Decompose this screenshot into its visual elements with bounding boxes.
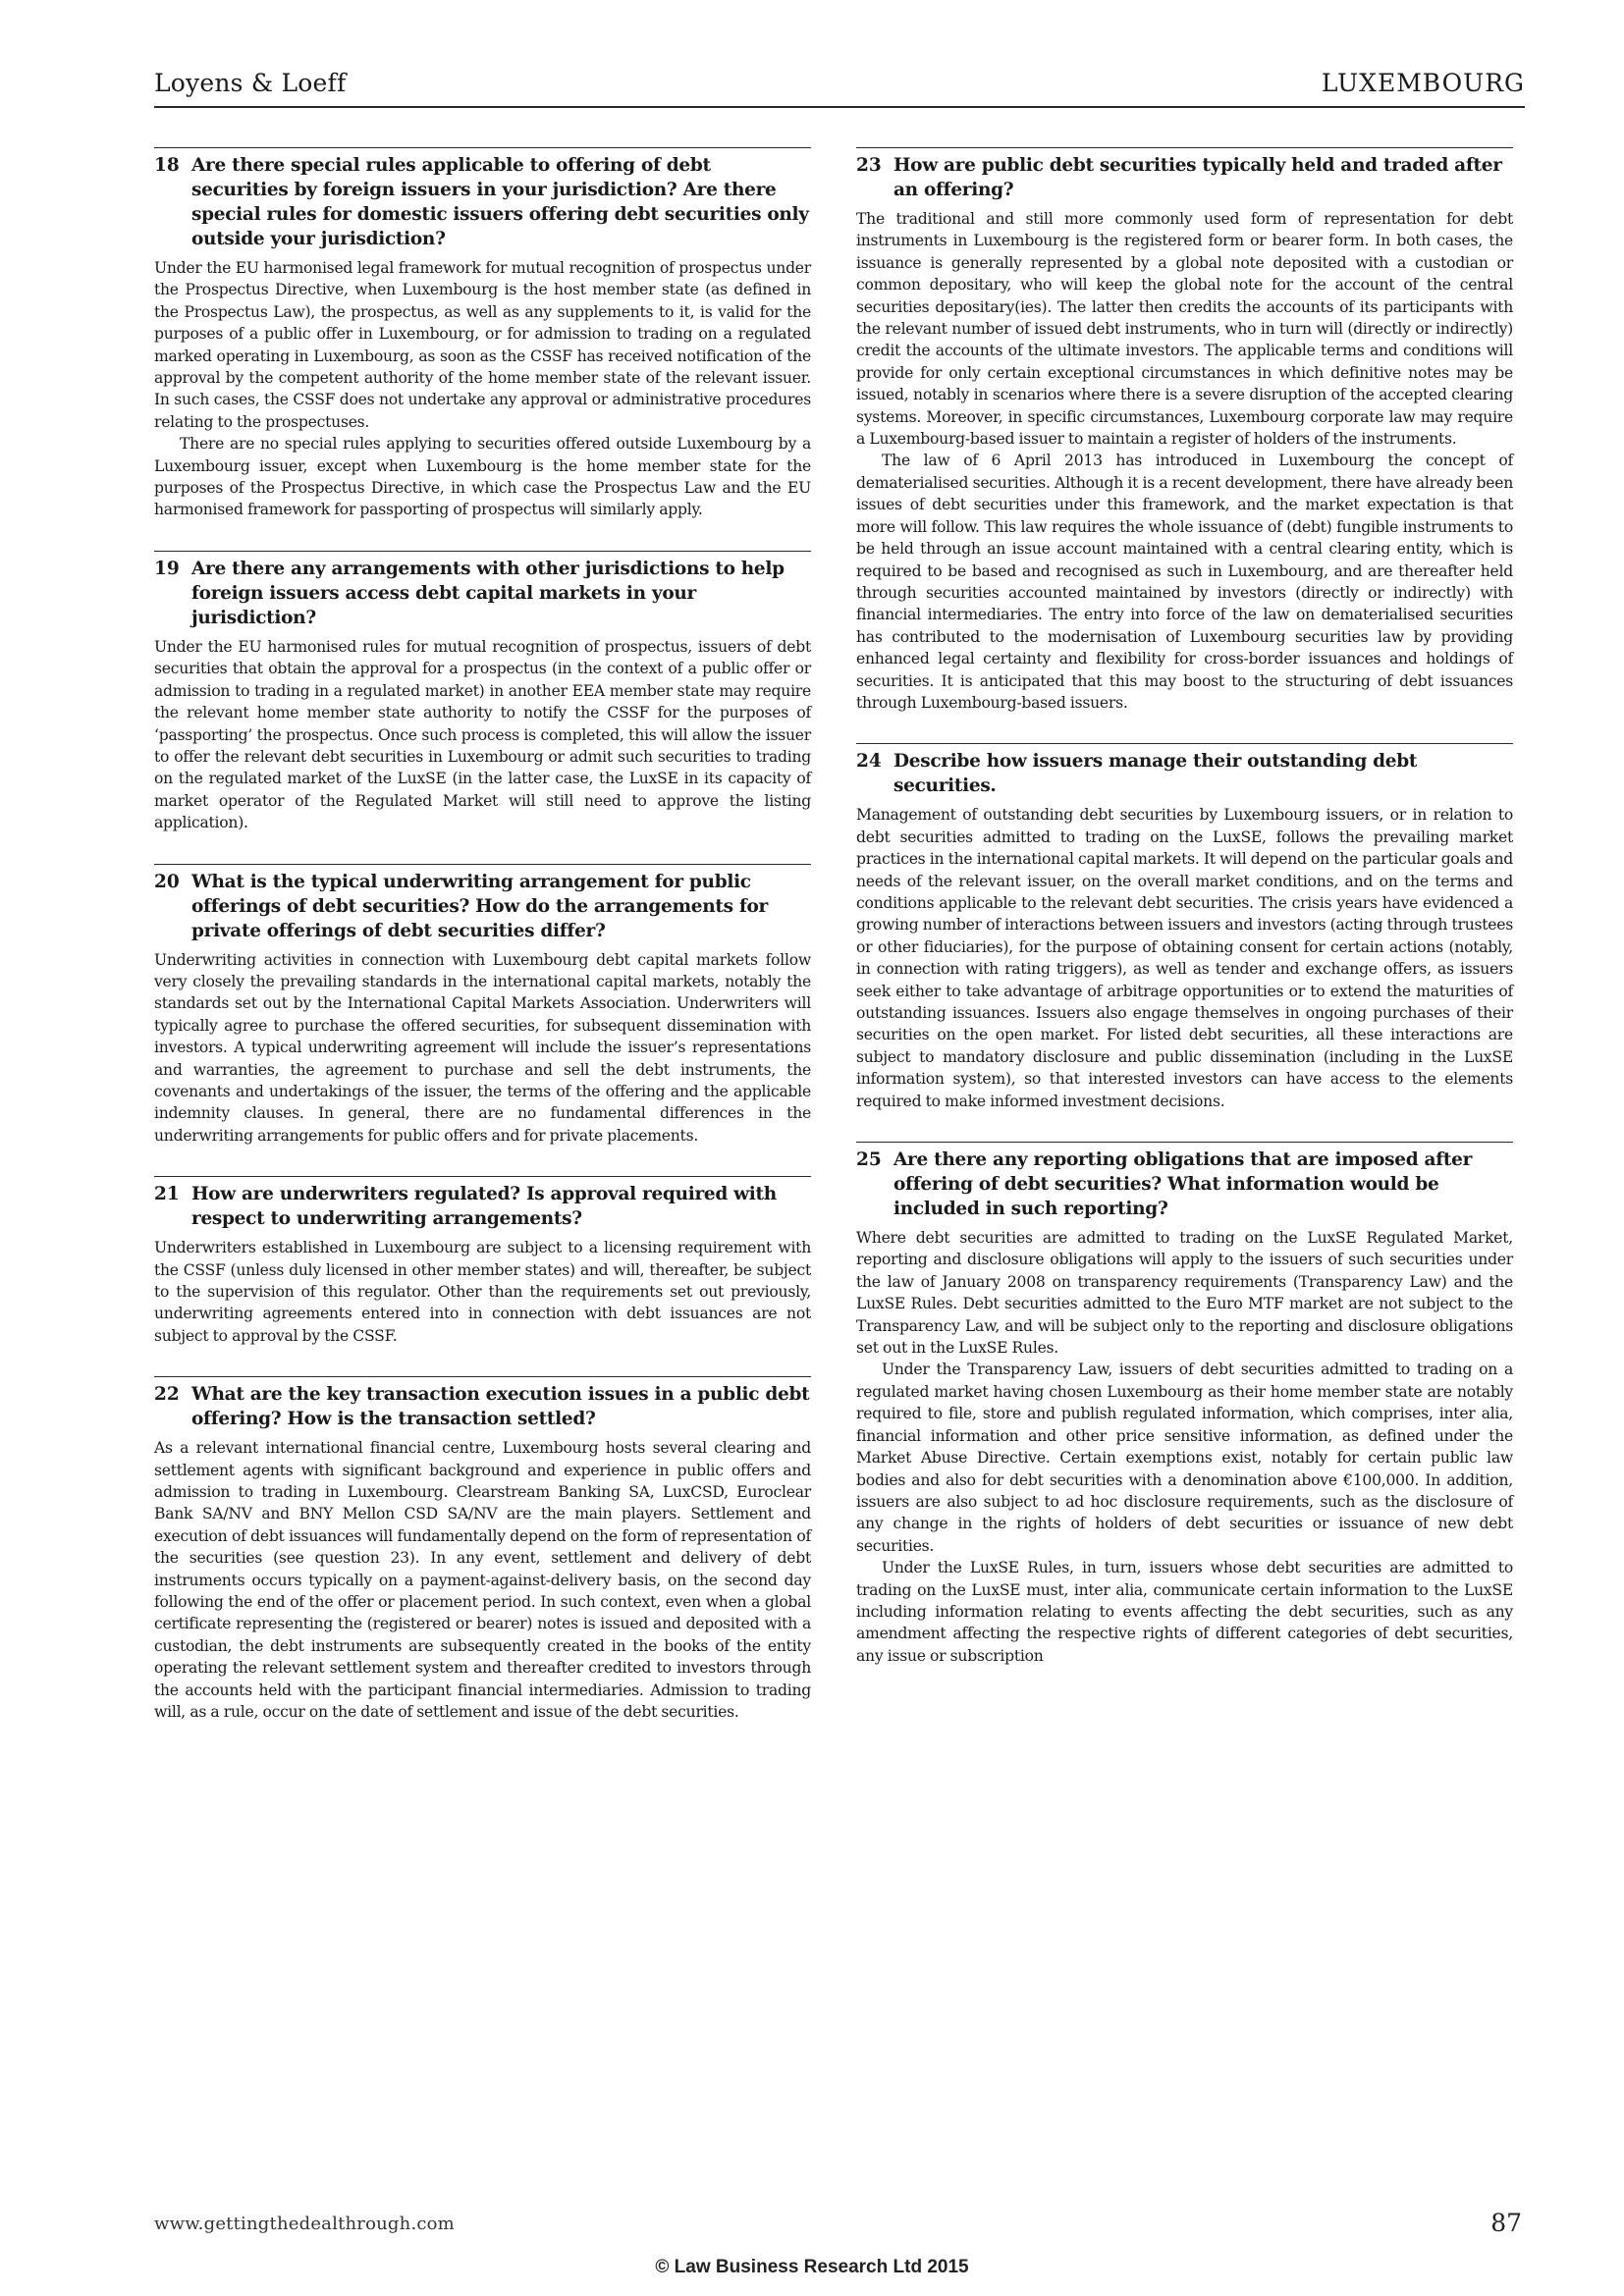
question-text: What are the key transaction execution issues in a public debt offering? How is the transaction settled? [191,1384,810,1430]
question-text: Describe how issuers manage their outstanding debt securities. [893,751,1418,797]
question-text: Are there any reporting obligations that are imposed after offering of debt securities? What information would be included in such reporting? [893,1149,1473,1220]
question-heading [154,551,811,630]
qa-section [154,1176,811,1347]
question-number: 23 [856,155,882,176]
answer-paragraph: The law of 6 April 2013 has introduced in Luxembourg the concept of dematerialised securities. Although it is a recent development, there have already been issues of debt securities under this framework, and the market expectation is that more will follow. This law requires the whole issuance of (debt) fungible instruments to be held through an issue account maintained with a central clearing entity, which is required to be based and recognised as such in Luxembourg, and are thereafter held through securities accounted maintained by investors (directly or indirectly) with financial intermediaries. The entry into force of the law on dematerialised securities has contributed to the modernisation of Luxembourg securities law by providing enhanced legal certainty and flexibility for cross-border issuances and holdings of securities. It is anticipated that this may boost to the structuring of debt issuances through Luxembourg-based issuers. [856,452,1513,712]
question-heading [154,147,811,251]
question-heading [856,1142,1513,1221]
question-heading [856,743,1513,798]
answer-paragraph: Underwriting activities in connection with Luxembourg debt capital markets follow very closely the prevailing standards in the international capital markets, notably the standards set out by the International Capital Markets Association. Underwriters will typically agree to purchase the offered securities, for subsequent dissemination with investors. A typical underwriting agreement will include the issuer’s representations and warranties, the agreement to purchase and sell the debt instruments, the covenants and undertakings of the issuer, the terms of the offering and the applicable indemnity clauses. In general, there are no fundamental differences in the underwriting arrangements for public offers and for private placements. [154,950,811,1145]
answer-paragraph: There are no special rules applying to securities offered outside Luxembourg by a Luxembourg issuer, except when Luxembourg is the home member state for the purposes of the Prospectus Directive, in which case the Prospectus Law and the EU harmonised framework for passporting of prospectus will similarly apply. [154,435,811,519]
answer-paragraph: As a relevant international financial centre, Luxembourg hosts several clearing and settlement agents with significant background and experience in public offers and admission to trading in Luxembourg. Clearstream Banking SA, LuxCSD, Euroclear Bank SA/NV and BNY Mellon CSD SA/NV are the main players. Settlement and execution of debt issuances will fundamentally depend on the form of representation of the securities (see question 23). In any event, settlement and delivery of debt instruments occurs typically on a payment-against-delivery basis, on the second day following the end of the offer or placement period. In such context, even when a global certificate representing the (registered or bearer) notes is issued and deposited with a custodian, the debt instruments are subsequently created in the books of the entity operating the relevant settlement system and thereafter credited to investors through the accounts held with the participant financial intermediaries. Admission to trading will, as a rule, occur on the date of settlement and issue of the debt securities. [154,1439,811,1722]
page-header [154,69,1525,108]
question-number: 18 [154,155,180,176]
question-heading [154,1176,811,1231]
answer-paragraph: Underwriters established in Luxembourg are subject to a licensing requirement with the CSSF (unless duly licensed in other member states) and will, thereafter, be subject to the supervision of this regulator. Other than the requirements set out previously, underwriting agreements entered into in connection with debt issuances are not subject to approval by the CSSF. [154,1239,811,1345]
question-number: 25 [856,1149,882,1171]
answer-paragraph: Where debt securities are admitted to trading on the LuxSE Regulated Market, reporting and disclosure obligations will apply to the issuers of such securities under the law of January 2008 on transparency requirements (Transparency Law) and the LuxSE Rules. Debt securities admitted to the Euro MTF market are not subject to the Transparency Law, and will be subject only to the reporting and disclosure obligations set out in the LuxSE Rules. [856,1229,1513,1358]
question-text: Are there special rules applicable to offering of debt securities by foreign issuers in your jurisdiction? Are there special rules for domestic issuers offering debt securities only outside your jurisdiction? [191,155,809,249]
question-number: 20 [154,871,180,892]
qa-section [154,551,811,834]
answer-paragraph: Under the EU harmonised legal framework for mutual recognition of prospectus under the Prospectus Directive, when Luxembourg is the host member state (as defined in the Prospectus Law), the prospectus, as well as any supplements to it, is valid for the purposes of a public offer in Luxembourg, or for admission to trading on a regulated marked operating in Luxembourg, as soon as the CSSF has received notification of the approval by the competent authority of the home member state of the relevant issuer. In such cases, the CSSF does not undertake any approval or administrative procedures relating to the prospectuses. [154,259,811,431]
question-number: 19 [154,558,180,579]
answer-paragraph: The traditional and still more commonly used form of representation for debt instruments in Luxembourg is the registered form or bearer form. In both cases, the issuance is generally represented by a global note deposited with a custodian or common depositary, who will keep the global note for the account of the central securities depositary(ies). The latter then credits the accounts of its participants with the relevant number of issued debt instruments, who in turn will (directly or indirectly) credit the accounts of the ultimate investors. The applicable terms and conditions will provide for only certain exceptional circumstances in which definitive notes may be issued, notably in scenarios where there is a severe disruption of the accepted clearing systems. Moreover, in specific circumstances, Luxembourg corporate law may require a Luxembourg-based issuer to maintain a register of holders of the instruments. [856,210,1513,449]
question-heading [856,147,1513,202]
footer-website: www.gettingthedealthrough.com [154,2214,455,2234]
qa-section [154,147,811,521]
answer-paragraph: Under the Transparency Law, issuers of debt securities admitted to trading on a regulated market having chosen Luxembourg as their home member state are notably required to file, store and publish regulated information, which comprises, inter alia, financial information and other price sensitive information, as defined under the Market Abuse Directive. Certain exemptions exist, notably for certain public law bodies and also for debt securities with a denomination above €100,000. In addition, issuers are also subject to ad hoc disclosure requirements, such as the disclosure of any change in the rights of holders of debt securities or issuance of new debt securities. [856,1361,1513,1555]
qa-section [154,1376,811,1723]
answer-paragraph: Under the LuxSE Rules, in turn, issuers whose debt securities are admitted to trading on the LuxSE must, inter alia, communicate certain information to the LuxSE including information relating to events affecting the debt securities, such as any amendment affecting the respective rights of different categories of debt securities, any issue or subscription [856,1559,1513,1665]
qa-section [856,147,1513,714]
qa-section [856,743,1513,1112]
question-text: Are there any arrangements with other jurisdictions to help foreign issuers access debt capital markets in your jurisdiction? [191,558,785,628]
jurisdiction-title: LUXEMBOURG [1321,69,1525,97]
qa-section [856,1142,1513,1667]
answer-paragraph: Under the EU harmonised rules for mutual recognition of prospectus, issuers of debt securities that obtain the approval for a prospectus (in the context of a public offer or admission to trading in a regulated market) in another EEA member state may require the relevant home member state authority to notify the CSSF for the purposes of ‘passporting’ the prospectus. Once such process is completed, this will allow the issuer to offer the relevant debt securities in Luxembourg or admit such securities to trading on the regulated market of the LuxSE (in the latter case, the LuxSE in its capacity of market operator of the Regulated Market will still need to approve the listing application). [154,637,811,832]
question-number: 22 [154,1384,180,1406]
question-number: 21 [154,1184,180,1205]
question-text: How are public debt securities typically held and traded after an offering? [893,155,1502,200]
firm-name: Loyens & Loeff [154,69,347,97]
answer-paragraph: Management of outstanding debt securities by Luxembourg issuers, or in relation to debt securities admitted to trading on the LuxSE, follows the prevailing market practices in the international capital markets. It will depend on the particular goals and needs of the relevant issuer, on the overall market conditions, and on the terms and conditions applicable to the relevant debt securities. The crisis years have evidenced a growing number of interactions between issuers and investors (acting through trustees or other fiduciaries), for the purpose of obtaining consent for certain actions (notably, in connection with rating triggers), as well as tender and exchange offers, as issuers seek either to take advantage of arbitrage opportunities or to extend the maturities of outstanding issuances. Issuers also engage themselves in ongoing purchases of their securities on the open market. For listed debt securities, all these interactions are subject to mandatory disclosure and public dissemination (including in the LuxSE information system), so that interested investors can have access to the elements required to make informed investment decisions. [856,806,1513,1110]
question-text: What is the typical underwriting arrangement for public offerings of debt securities? How do the arrangements for private offerings of debt securities differ? [191,871,768,941]
right-column [856,147,1513,1696]
left-column [154,147,811,1753]
question-heading [154,864,811,943]
qa-section [154,864,811,1148]
page-number: 87 [1490,2209,1522,2237]
question-number: 24 [856,751,882,773]
copyright-notice: © Law Business Research Ltd 2015 [655,2257,969,2277]
question-text: How are underwriters regulated? Is approval required with respect to underwriting arrangements? [191,1184,777,1230]
question-heading [154,1376,811,1431]
